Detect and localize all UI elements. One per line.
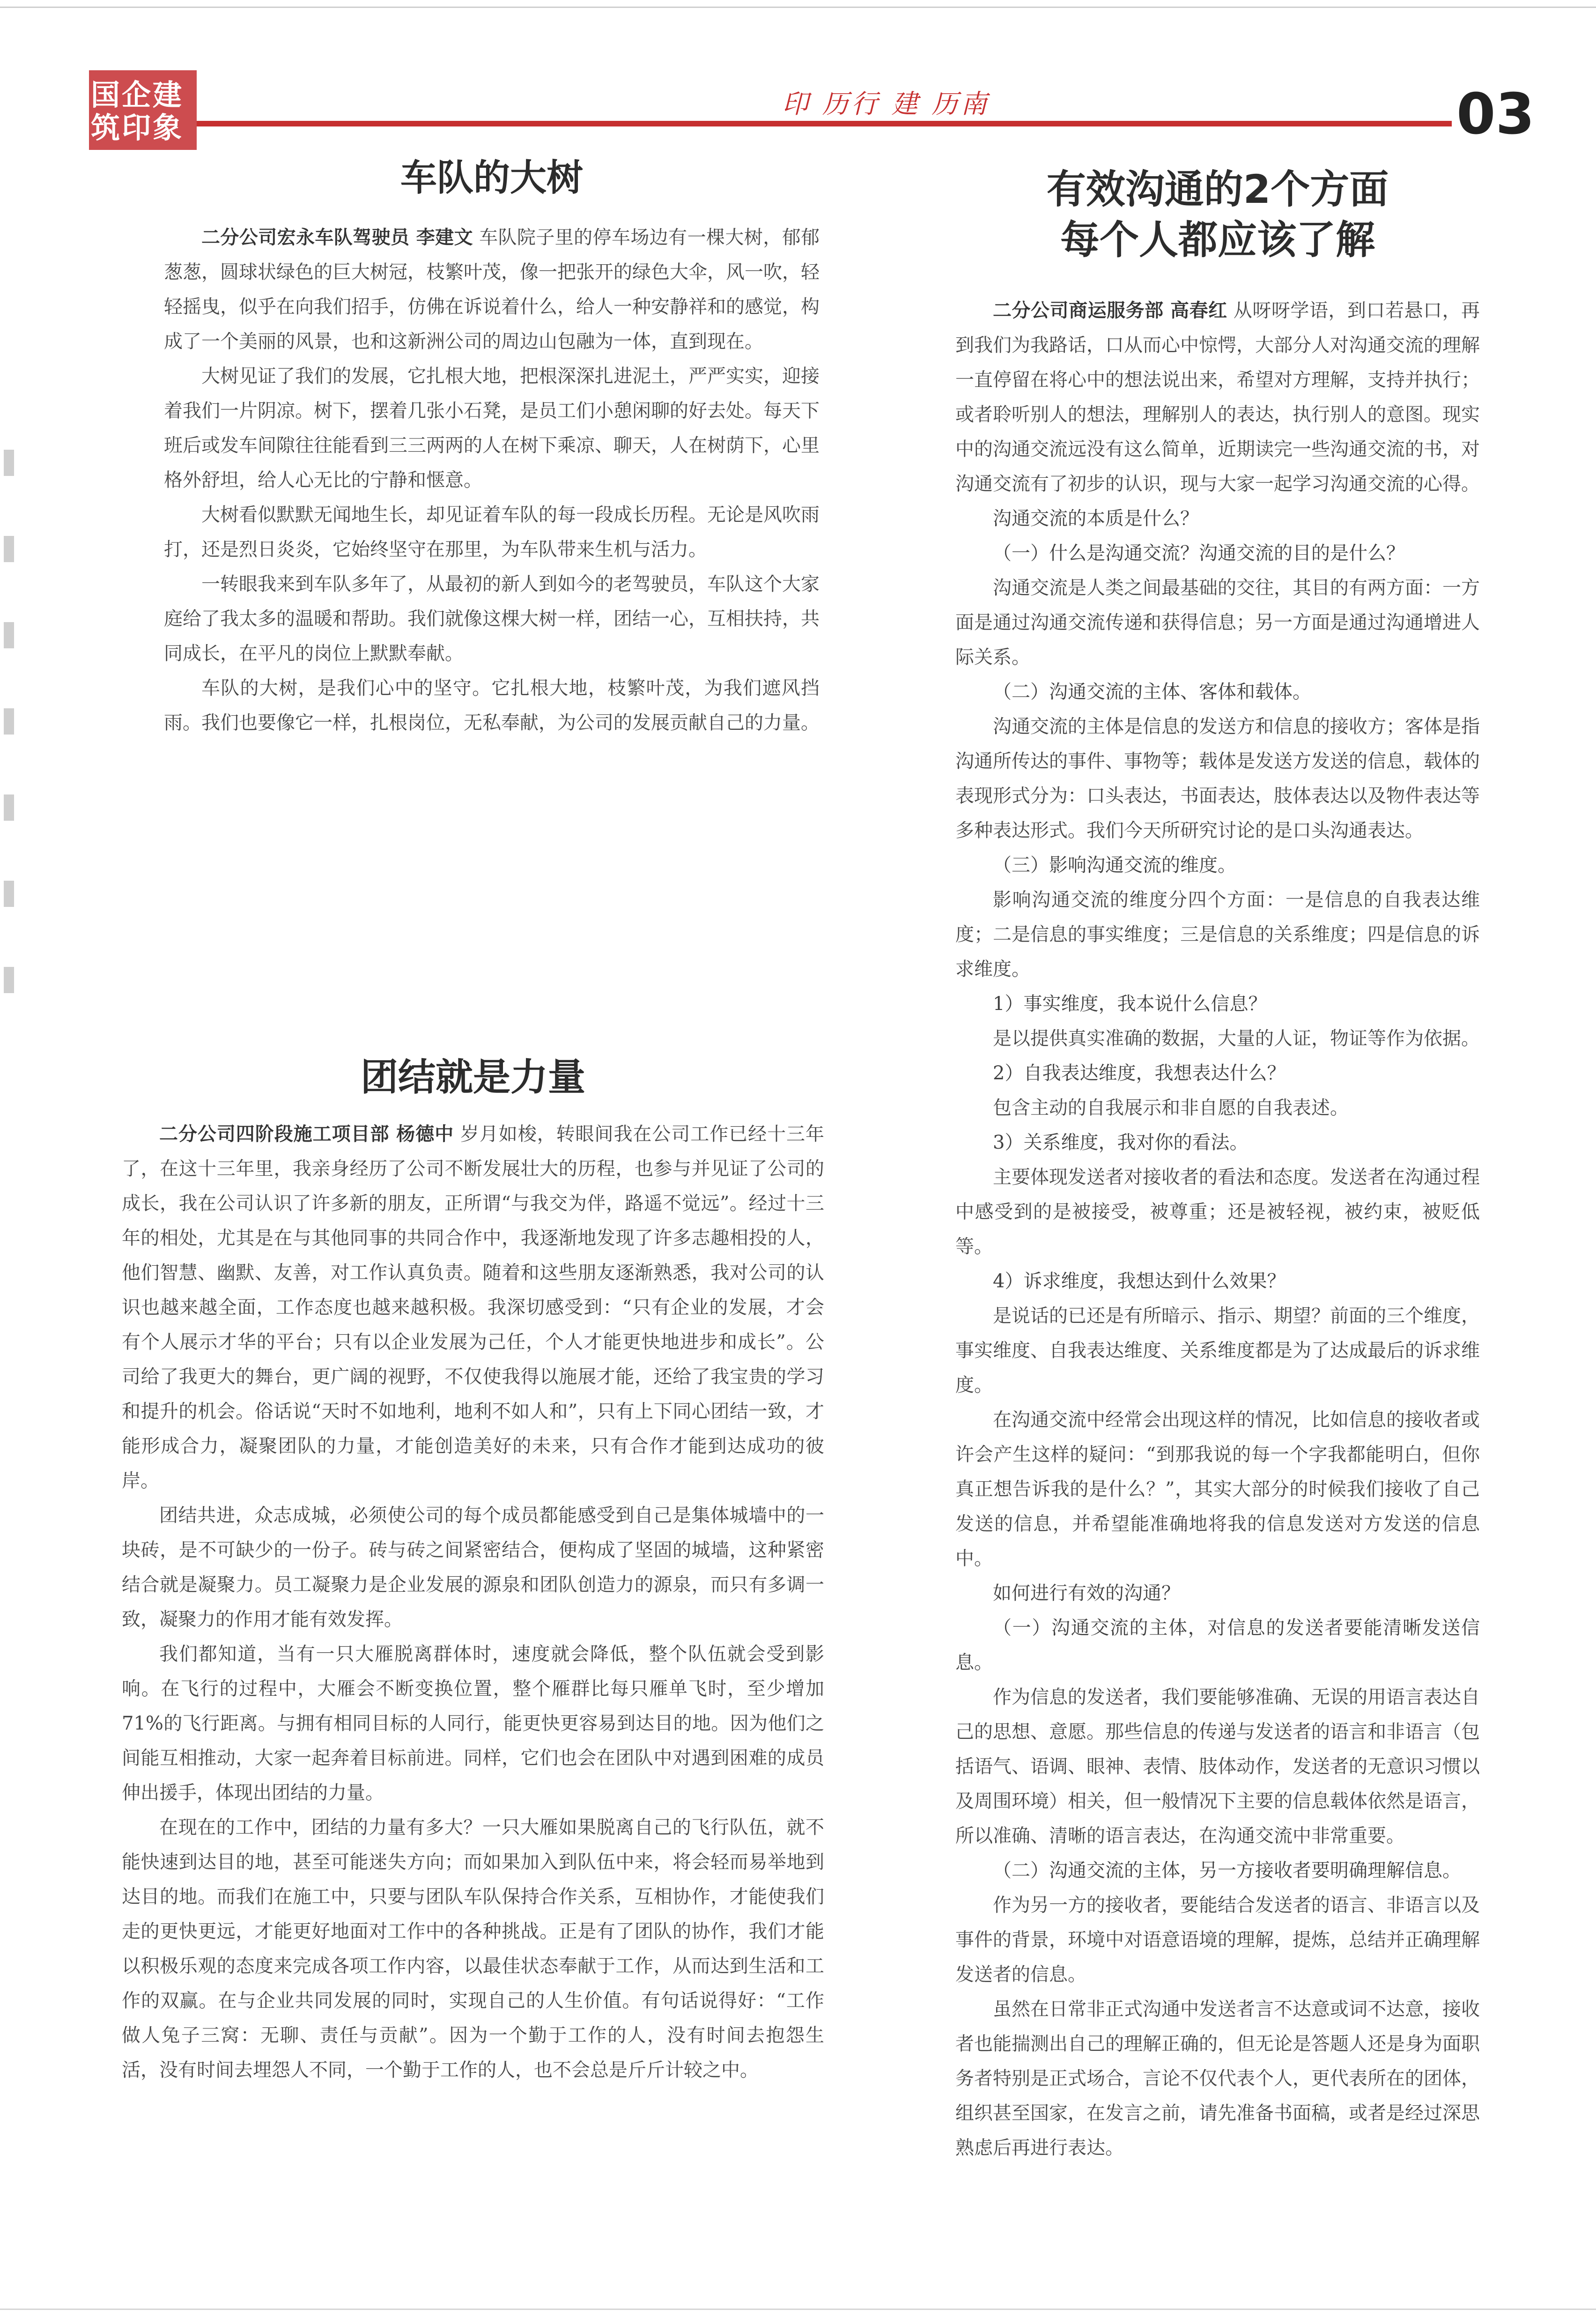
subsection-heading: （二）沟通交流的主体、客体和载体。 (993, 681, 1311, 703)
article-paragraph: 在现在的工作中，团结的力量有多大？一只大雁如果脱离自己的飞行队伍，就不能快速到达目的地，甚至可能迷失方向；而如果加入到队伍中来，将会轻而易举地到达目的地。而我们在施工中，只要与团队车队保持合作关系，互相协作，才能使我们走的更快更远，才能更好地面对工作中的各种挑战。正是有了团队的协作，我们才能以积极乐观的态度来完成各项工作内容，以最佳状态奉献于工作，从而达到生活和工作的双赢。在与企业共同发展的同时，实现自己的人生价值。有句话说得好：“工作做人兔子三窝：无聊、责任与贡献”。因为一个勤于工作的人，没有时间去抱怨生活，没有时间去埋怨人不同，一个勤于工作的人，也不会总是斤斤计较之中。 (122, 1817, 824, 2081)
article-paragraph: 在沟通交流中经常会出现这样的情况，比如信息的接收者或许会产生这样的疑问：“到那我说的每一个字我都能明白，但你真正想告诉我的是什么？”，其实大部分的时候我们接收了自己发送的信息，并希望能准确地将我的信息发送对方发送的信息中。 (955, 1409, 1480, 1569)
header-rule (197, 121, 1452, 126)
article-paragraph: 是说话的已还是有所暗示、指示、期望？前面的三个维度，事实维度、自我表达维度、关系维度都是为了达成最后的诉求维度。 (955, 1305, 1480, 1396)
article-title-line2: 每个人都应该了解 (1060, 217, 1375, 263)
article-paragraph: 二分公司商运服务部 高春红 从呀呀学语，到口若悬口，再到我们为我路话，口从而心中惊愕，大部分人对沟通交流的理解一直停留在将心中的想法说出来，希望对方理解，支持并执行；或者聆听别人的想法，理解别人的表达，执行别人的意图。现实中的沟通交流远没有这么简单，近期读完一些沟通交流的书，对沟通交流有了初步的认识，现与大家一起学习沟通交流的心得。 (955, 299, 1480, 495)
article-paragraph: 是以提供真实准确的数据，大量的人证，物证等作为依据。 (993, 1028, 1480, 1049)
subsection-heading: （二）沟通交流的主体，另一方接收者要明确理解信息。 (993, 1860, 1461, 1881)
subsection-heading: （一）什么是沟通交流？沟通交流的目的是什么？ (993, 542, 1405, 564)
article-paragraph: 作为信息的发送者，我们要能够准确、无误的用语言表达自己的思想、意愿。那些信息的传递与发送者的语言和非语言（包括语气、语调、眼神、表情、肢体动作，发送者的无意识习惯以及周围环境）相关，但一般情况下主要的信息载体依然是语言，所以准确、清晰的语言表达，在沟通交流中非常重要。 (955, 1686, 1480, 1847)
page-number: 03 (1456, 82, 1535, 147)
subsection-heading: （三）影响沟通交流的维度。 (993, 854, 1236, 876)
section-heading: 沟通交流的本质是什么？ (993, 508, 1199, 529)
subsection-heading: （一）沟通交流的主体，对信息的发送者要能清晰发送信息。 (955, 1617, 1480, 1673)
article-byline: 二分公司商运服务部 高春红 (993, 299, 1227, 321)
list-item: 3）关系维度，我对你的看法。 (993, 1132, 1249, 1153)
article-tree (164, 150, 820, 740)
header-slogan: 印 历行 建 历南 (782, 89, 990, 119)
article-unity (122, 1049, 824, 2087)
bottom-border-line (0, 2309, 1596, 2310)
article-title: 团结就是力量 (361, 1055, 585, 1099)
logo-text: 国企建筑印象 (91, 78, 184, 145)
article-paragraph: 影响沟通交流的维度分四个方面：一是信息的自我表达维度；二是信息的事实维度；三是信息的关系维度；四是信息的诉求维度。 (955, 889, 1480, 980)
margin-marks (4, 450, 18, 1053)
article-paragraph: 二分公司四阶段施工项目部 杨德中 岁月如梭，转眼间我在公司工作已经十三年了，在这十三年里，我亲身经历了公司不断发展壮大的历程，也参与并见证了公司的成长，我在公司认识了许多新的朋友，正所谓“与我交为伴，路遥不觉远”。经过十三年的相处，尤其是在与其他同事的共同合作中，我逐渐地发现了许多志趣相投的人，他们智慧、幽默、友善，对工作认真负责。随着和这些朋友逐渐熟悉，我对公司的认识也越来越全面，工作态度也越来越积极。我深切感受到：“只有企业的发展，才会有个人展示才华的平台；只有以企业发展为己任，个人才能更快地进步和成长”。公司给了我更大的舞台，更广阔的视野，不仅使我得以施展才能，还给了我宝贵的学习和提升的机会。俗话说“天时不如地利，地利不如人和”，只有上下同心团结一致，才能形成合力，凝聚团队的力量，才能创造美好的未来，只有合作才能到达成功的彼岸。 (122, 1123, 824, 1492)
article-paragraph: 沟通交流的主体是信息的发送方和信息的接收方；客体是指沟通所传达的事件、事物等；载体是发送方发送的信息，载体的表现形式分为：口头表达，书面表达，肢体表达以及物件表达等多种表达形式。我们今天所研究讨论的是口头沟通表达。 (955, 716, 1480, 841)
article-paragraph: 主要体现发送者对接收者的看法和态度。发送者在沟通过程中感受到的是被接受，被尊重；还是被轻视，被约束，被贬低等。 (955, 1166, 1480, 1257)
article-paragraph: 大树看似默默无闻地生长，却见证着车队的每一段成长历程。无论是风吹雨打，还是烈日炎炎，它始终坚守在那里，为车队带来生机与活力。 (164, 504, 820, 560)
article-paragraph: 大树见证了我们的发展，它扎根大地，把根深深扎进泥土，严严实实，迎接着我们一片阴凉。树下，摆着几张小石凳，是员工们小憩闲聊的好去处。每天下班后或发车间隙往往能看到三三两两的人在树下乘凉、聊天，人在树荫下，心里格外舒坦，给人心无比的宁静和惬意。 (164, 365, 820, 491)
article-paragraph: 虽然在日常非正式沟通中发送者言不达意或词不达意，接收者也能揣测出自己的理解正确的，但无论是答题人还是身为面职务者特别是正式场合，言论不仅代表个人，更代表所在的团体，组织甚至国家，在发言之前，请先准备书面稿，或者是经过深思熟虑后再进行表达。 (955, 1998, 1480, 2159)
masthead-logo (89, 70, 197, 150)
article-paragraph: 二分公司宏永车队驾驶员 李建文 车队院子里的停车场边有一棵大树，郁郁葱葱，圆球状绿色的巨大树冠，枝繁叶茂，像一把张开的绿色大伞，风一吹，轻轻摇曳，似乎在向我们招手，仿佛在诉说着什么，给人一种安静祥和的感觉，构成了一个美丽的风景，也和这新洲公司的周边山包融为一体，直到现在。 (164, 226, 820, 352)
list-item: 1）事实维度，我本说什么信息？ (993, 993, 1267, 1015)
article-paragraph: 一转眼我来到车队多年了，从最初的新人到如今的老驾驶员，车队这个大家庭给了我太多的温暖和帮助。我们就像这棵大树一样，团结一心，互相扶持，共同成长，在平凡的岗位上默默奉献。 (164, 573, 820, 664)
list-item: 2）自我表达维度，我想表达什么？ (993, 1062, 1286, 1084)
article-communication (955, 164, 1480, 2165)
article-byline: 二分公司宏永车队驾驶员 李建文 (201, 226, 473, 248)
article-paragraph: 我们都知道，当有一只大雁脱离群体时，速度就会降低，整个队伍就会受到影响。在飞行的过程中，大雁会不断变换位置，整个雁群比每只雁单飞时，至少增加71%的飞行距离。与拥有相同目标的人同行，能更快更容易到达目的地。因为他们之间能互相推动，大家一起奔着目标前进。同样，它们也会在团队中对遇到困难的成员伸出援手，体现出团结的力量。 (122, 1643, 824, 1804)
article-byline: 二分公司四阶段施工项目部 杨德中 (159, 1123, 454, 1145)
article-paragraph: 作为另一方的接收者，要能结合发送者的语言、非语言以及事件的背景，环境中对语意语境的理解，提炼，总结并正确理解发送者的信息。 (955, 1894, 1480, 1985)
article-title-line1: 有效沟通的2个方面 (1046, 166, 1389, 212)
article-paragraph: 沟通交流是人类之间最基础的交往，其目的有两方面：一方面是通过沟通交流传递和获得信息；另一方面是通过沟通增进人际关系。 (955, 577, 1480, 668)
section-heading: 如何进行有效的沟通？ (993, 1582, 1180, 1604)
article-title: 车队的大树 (400, 157, 583, 199)
article-paragraph: 团结共进，众志成城，必须使公司的每个成员都能感受到自己是集体城墙中的一块砖，是不可缺少的一份子。砖与砖之间紧密结合，便构成了坚固的城墙，这种紧密结合就是凝聚力。员工凝聚力是企业发展的源泉和团队创造力的源泉，而只有多调一致，凝聚力的作用才能有效发挥。 (122, 1505, 824, 1630)
top-border-line (0, 7, 1596, 8)
list-item: 4）诉求维度，我想达到什么效果？ (993, 1270, 1286, 1292)
article-paragraph: 包含主动的自我展示和非自愿的自我表述。 (993, 1097, 1349, 1119)
article-paragraph: 车队的大树，是我们心中的坚守。它扎根大地，枝繁叶茂，为我们遮风挡雨。我们也要像它一样，扎根岗位，无私奉献，为公司的发展贡献自己的力量。 (164, 677, 820, 734)
